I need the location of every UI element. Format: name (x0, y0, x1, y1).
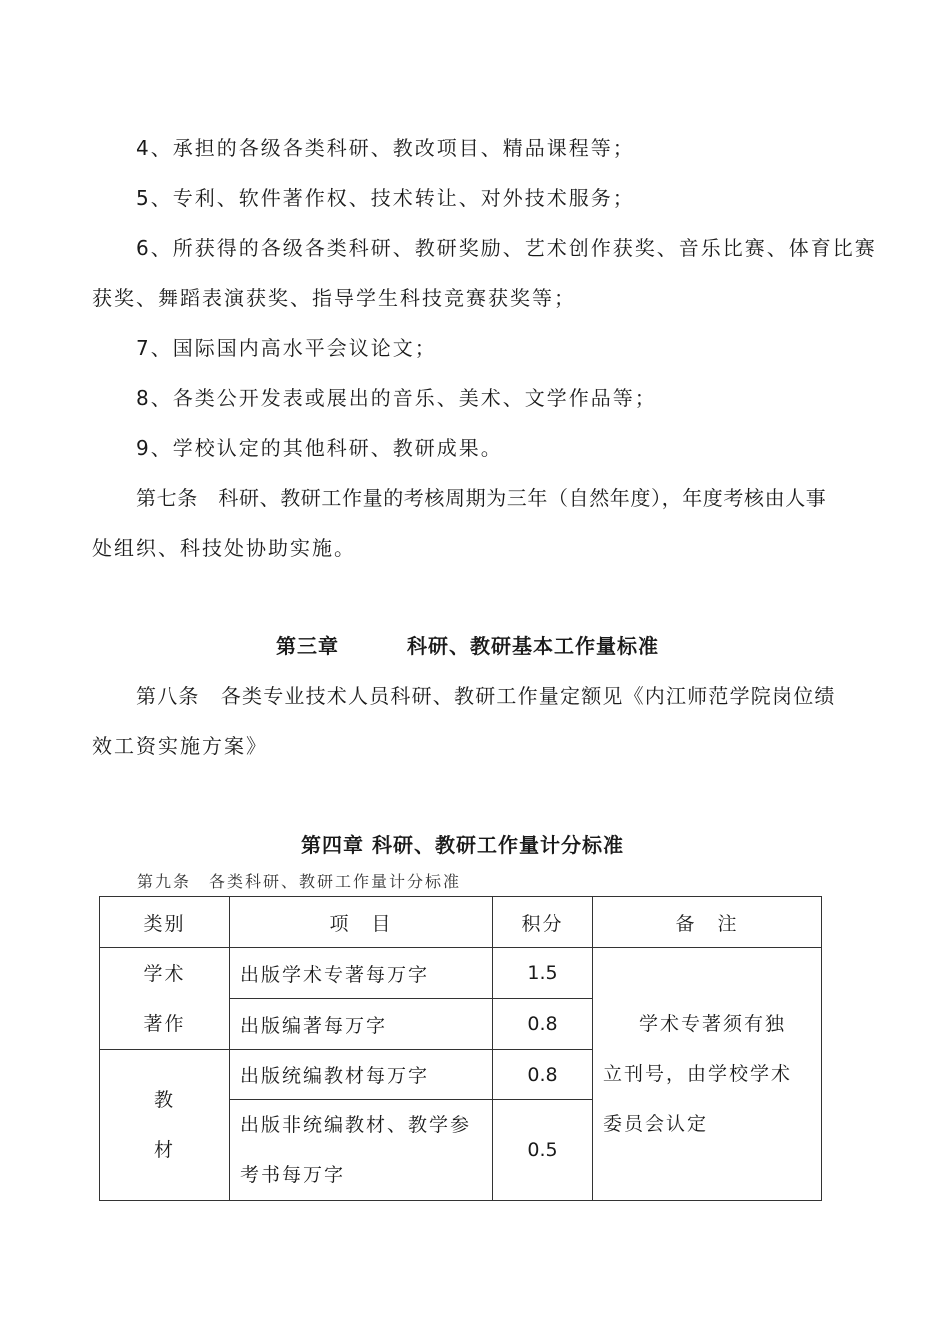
note-line: 立刊号，由学校学术 (603, 1063, 793, 1085)
category-label: 教 (153, 1089, 175, 1111)
list-item-9: 9、学校认定的其他科研、教研成果。 (136, 436, 503, 460)
list-item-4: 4、承担的各级各类科研、教改项目、精品课程等； (136, 136, 635, 160)
category-label: 学术 (143, 962, 186, 985)
list-item-8: 8、各类公开发表或展出的音乐、美术、文学作品等； (136, 386, 657, 410)
table-row (100, 948, 822, 999)
chapter-3-title: 科研、教研基本工作量标准 (407, 634, 659, 658)
list-item-6-line2: 获奖、舞蹈表演获奖、指导学生科技竞赛获奖等； (92, 286, 576, 310)
article-9-caption: 第九条 各类科研、教研工作量计分标准 (137, 872, 462, 891)
list-item-7: 7、国际国内高水平会议论文； (136, 336, 437, 360)
list-item-5: 5、专利、软件著作权、技术转让、对外技术服务； (136, 186, 635, 210)
category-textbooks (100, 1050, 230, 1201)
article-8-line1: 第八条 各类专业技术人员科研、教研工作量定额见《内江师范学院岗位绩 (136, 684, 836, 708)
note-line: 委员会认定 (603, 1113, 709, 1135)
item-cell: 出版编著每万字 (230, 999, 493, 1050)
item-cell: 出版学术专著每万字 (230, 948, 493, 999)
item-cell (230, 1100, 493, 1201)
chapter-4-title: 第四章 科研、教研工作量计分标准 (301, 833, 624, 857)
article-8-line2: 效工资实施方案》 (92, 734, 268, 758)
header-item: 项 目 (230, 897, 493, 948)
item-cell: 出版统编教材每万字 (230, 1050, 493, 1100)
note-cell (593, 948, 822, 1201)
header-note: 备 注 (593, 897, 822, 948)
score-cell: 0.5 (493, 1100, 593, 1201)
category-academic-works (100, 948, 230, 1050)
list-item-6-line1: 6、所获得的各级各类科研、教研奖励、艺术创作获奖、音乐比赛、体育比赛 (136, 236, 877, 260)
category-label: 材 (153, 1139, 175, 1161)
article-7-line1: 第七条 科研、教研工作量的考核周期为三年（自然年度），年度考核由人事 (136, 486, 827, 510)
category-label: 著作 (143, 1012, 186, 1035)
score-cell: 0.8 (493, 1050, 593, 1100)
table-header-row (100, 897, 822, 948)
header-score: 积分 (493, 897, 593, 948)
score-standard-table (99, 896, 822, 1201)
article-7-line2: 处组织、科技处协助实施。 (92, 536, 356, 560)
item-line: 出版非统编教材、教学参 (240, 1114, 472, 1136)
score-cell: 1.5 (493, 948, 593, 999)
note-line: 学术专著须有独 (639, 1013, 787, 1035)
header-category: 类别 (100, 897, 230, 948)
item-line: 考书每万字 (240, 1164, 346, 1186)
chapter-3-number: 第三章 (276, 634, 339, 658)
score-cell: 0.8 (493, 999, 593, 1050)
